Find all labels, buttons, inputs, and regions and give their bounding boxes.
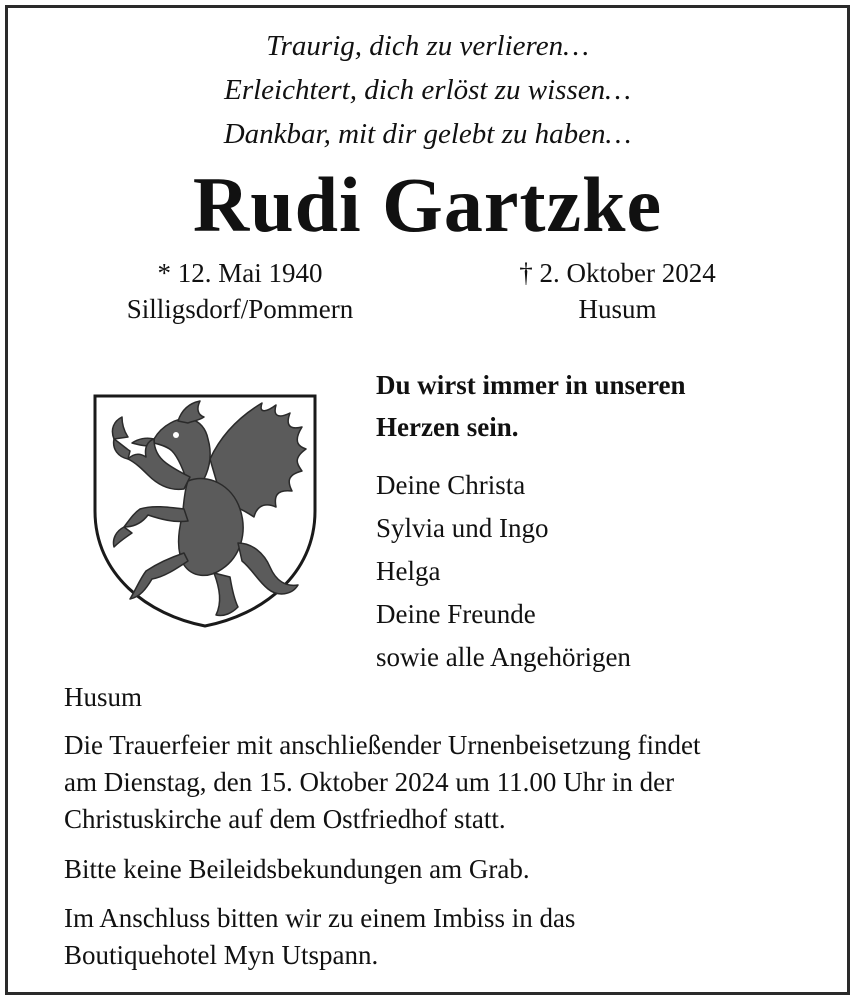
poem bbox=[0, 24, 855, 156]
condolence-note: Bitte keine Beileidsbekundungen am Grab. bbox=[64, 854, 530, 884]
reception-line: Boutiquehotel Myn Utspann. bbox=[64, 940, 379, 970]
reception-line: Im Anschluss bitten wir zu einem Imbiss in das bbox=[64, 903, 576, 933]
mourner: Deine Christa bbox=[376, 470, 526, 500]
farewell-line: Herzen sein. bbox=[376, 412, 519, 442]
mourner: Helga bbox=[376, 556, 441, 586]
poem-line: Traurig, dich zu verlieren… bbox=[266, 30, 589, 62]
birth-place: Silligsdorf/Pommern bbox=[126, 294, 354, 324]
griffin-crest-icon bbox=[92, 393, 318, 629]
poem-line: Erleichtert, dich erlöst zu wissen… bbox=[224, 74, 631, 106]
birth-date: * 12. Mai 1940 bbox=[157, 258, 323, 288]
funeral-service-info bbox=[64, 727, 701, 838]
griffin-eye bbox=[173, 432, 179, 438]
deceased-name: Rudi Gartzke bbox=[192, 161, 663, 248]
farewell-message bbox=[376, 364, 686, 448]
poem-line: Dankbar, mit dir gelebt zu haben… bbox=[223, 118, 632, 150]
service-line: Christuskirche auf dem Ostfriedhof statt. bbox=[64, 804, 506, 834]
death-place: Husum bbox=[578, 294, 657, 324]
reception-info bbox=[64, 900, 575, 974]
death-date: † 2. Oktober 2024 bbox=[519, 258, 716, 288]
mourners-list bbox=[376, 464, 631, 679]
farewell-line: Du wirst immer in unseren bbox=[376, 370, 686, 400]
death-info bbox=[480, 255, 755, 327]
birth-info bbox=[95, 255, 385, 327]
service-line: am Dienstag, den 15. Oktober 2024 um 11.00 Uhr in der bbox=[64, 767, 675, 797]
mourner: Sylvia und Ingo bbox=[376, 513, 549, 543]
place-of-notice: Husum bbox=[64, 682, 143, 712]
mourner: sowie alle Angehörigen bbox=[376, 642, 631, 672]
mourner: Deine Freunde bbox=[376, 599, 536, 629]
service-line: Die Trauerfeier mit anschließender Urnenbeisetzung findet bbox=[64, 730, 701, 760]
